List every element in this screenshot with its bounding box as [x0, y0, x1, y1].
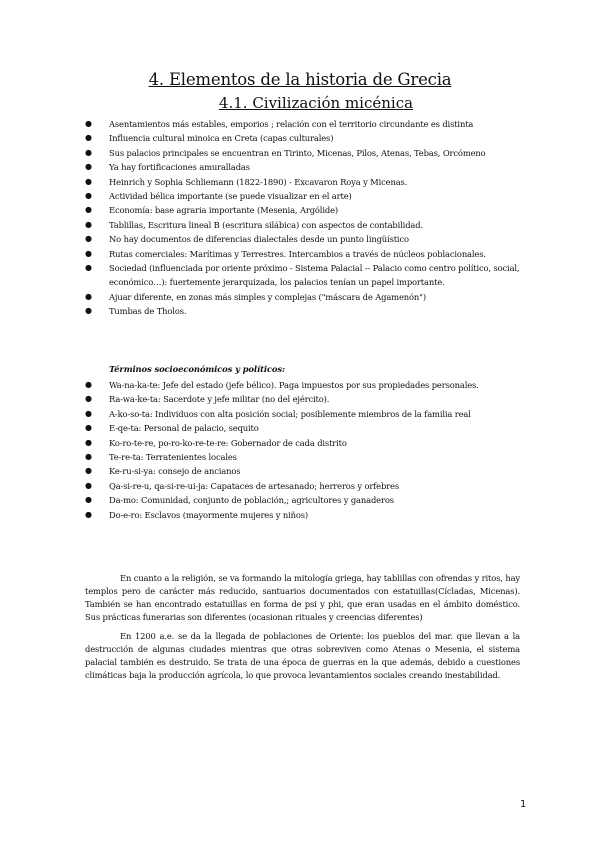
page-number: 1	[520, 799, 527, 810]
bullet-icon: ●	[85, 437, 92, 447]
bullet-icon: ●	[85, 495, 92, 505]
list-item	[85, 464, 525, 478]
bullet-icon: ●	[85, 176, 92, 186]
paragraph-invasion: En 1200 a.e. se da la llegada de poblaciones de Oriente: los pueblos del mar. que llevan a la destrucción de algunas ciudades mientras que otras sobreviven como Atenas o Mesenia, el sistema palacial también es destruido. Se trata de una época de guerras en la que además, debido a cuestiones climáticas baja la producción agrícola, lo que provoca levantamientos sociales creando inestabilidad.	[85, 631, 520, 680]
list-item-text: Ajuar diferente, en zonas más simples y complejas ("máscara de Agamenón")	[109, 291, 426, 302]
list-item	[85, 247, 525, 261]
list-item-text: Tumbas de Tholos.	[109, 306, 187, 317]
bullet-icon: ●	[85, 452, 92, 462]
list-item	[85, 131, 525, 145]
page-title: 4. Elementos de la historia de Grecia	[148, 70, 452, 89]
list-item	[85, 479, 525, 493]
list-item-text: Da-mo: Comunidad, conjunto de población,; agricultores y ganaderos	[109, 495, 394, 506]
list-item	[85, 117, 525, 131]
list-item	[85, 450, 525, 464]
list-item	[85, 304, 525, 318]
bullet-icon: ●	[85, 509, 92, 519]
bullet-icon: ●	[85, 380, 92, 389]
list-item-text: Te-re-ta: Terratenientes locales	[109, 452, 237, 463]
list-item-text: Ya hay fortificaciones amuralladas	[109, 162, 250, 173]
bullet-icon: ●	[85, 306, 92, 316]
list-item-text: Economía: base agraria importante (Mesenia, Argólide)	[109, 205, 338, 216]
list-item	[85, 407, 525, 421]
list-item	[85, 493, 525, 507]
paragraph-religion: En cuanto a la religión, se va formando la mitología griega, hay tablillas con ofrendas y ritos, hay templos pero de carácter más reducido, santuarios documentados con estatuillas(Cícladas, Micenas). También se han encontrado estatuillas en forma de psi y phi, que eran usadas en el ámbito doméstico. Sus prácticas funerarias son diferentes (ocasionan rituales y creencias diferentes)	[85, 573, 520, 622]
list-item-text: Wa-na-ka-te: Jefe del estado (jefe bélico). Paga impuestos por sus propiedades personales.	[109, 380, 479, 390]
bullet-icon: ●	[85, 119, 92, 128]
list-item	[85, 160, 525, 174]
list-item-text: Sus palacios principales se encuentran en Tirinto, Micenas, Pilos, Atenas, Tebas, Orcómeno	[109, 147, 486, 158]
list-item-text: Ra-wa-ke-ta: Sacerdote y jefe militar (no del ejército).	[109, 394, 330, 405]
list-item	[85, 508, 525, 522]
bullet-icon: ●	[85, 291, 92, 301]
list-item-text: Asentamientos más estables, emporios ; relación con el territorio circundante es distinta	[109, 119, 474, 129]
list-item	[85, 436, 525, 450]
terms-list	[85, 378, 525, 522]
list-item	[85, 378, 525, 392]
bullet-icon: ●	[85, 191, 92, 201]
bullet-icon: ●	[85, 248, 92, 258]
list-item-text: Tablillas, Escritura lineal B (escritura silábica) con aspectos de contabilidad.	[109, 219, 423, 230]
list-item-text: Rutas comerciales: Marítimas y Terrestres. Intercambios a través de núcleos poblacionales.	[109, 248, 486, 259]
bullet-icon: ●	[85, 394, 92, 404]
list-item	[85, 203, 525, 217]
list-item-text: E-qe-ta: Personal de palacio, sequito	[109, 423, 259, 434]
list-item	[85, 146, 525, 160]
bullet-icon: ●	[85, 133, 92, 143]
list-item	[85, 392, 525, 406]
list-item-text: Do-e-ro: Esclavos (mayormente mujeres y niños)	[109, 509, 309, 520]
list-item	[85, 218, 525, 232]
list-item-text: Ko-ro-te-re, po-ro-ko-re-te-re: Gobernador de cada distrito	[109, 437, 347, 448]
bullet-icon: ●	[85, 205, 92, 215]
bullet-icon: ●	[85, 147, 92, 157]
list-item	[85, 232, 525, 246]
bullet-icon: ●	[85, 219, 92, 229]
list-item-text: Heinrich y Sophia Schliemann (1822-1890) - Excavaron Roya y Micenas.	[109, 176, 408, 187]
terms-heading: Términos socioeconómicos y políticos:	[109, 364, 286, 374]
list-item	[85, 421, 525, 435]
list-item-text: No hay documentos de diferencias dialectales desde un punto lingüístico	[109, 234, 409, 245]
bullet-icon: ●	[85, 263, 92, 273]
bullet-list	[85, 117, 525, 319]
section-subtitle: 4.1. Civilización micénica	[218, 94, 414, 112]
list-item-text: A-ko-so-ta: Individuos con alta posición social; posiblemente miembros de la familia real	[109, 408, 471, 419]
bullet-icon: ●	[85, 466, 92, 476]
bullet-icon: ●	[85, 234, 92, 244]
bullet-icon: ●	[85, 423, 92, 433]
list-item-text: Qa-si-re-u, qa-si-re-ui-ja: Capataces de artesanado; herreros y orfebres	[109, 480, 399, 491]
bullet-icon: ●	[85, 408, 92, 418]
list-item-text: Sociedad (influenciada por oriente próximo - Sistema Palacial -- Palacio como centro político, social, económico…): fuertemente jerarquizada, los palacios tenían un papel importante.	[109, 263, 520, 288]
list-item-text: Actividad bélica importante (se puede visualizar en el arte)	[109, 191, 352, 202]
list-item	[85, 189, 525, 203]
bullet-icon: ●	[85, 480, 92, 490]
list-item-text: Ke-ru-si-ya: consejo de ancianos	[109, 466, 241, 477]
bullet-icon: ●	[85, 162, 92, 172]
list-item	[85, 290, 525, 304]
list-item	[85, 261, 525, 290]
list-item	[85, 175, 525, 189]
list-item-text: Influencia cultural minoica en Creta (capas culturales)	[109, 133, 334, 144]
